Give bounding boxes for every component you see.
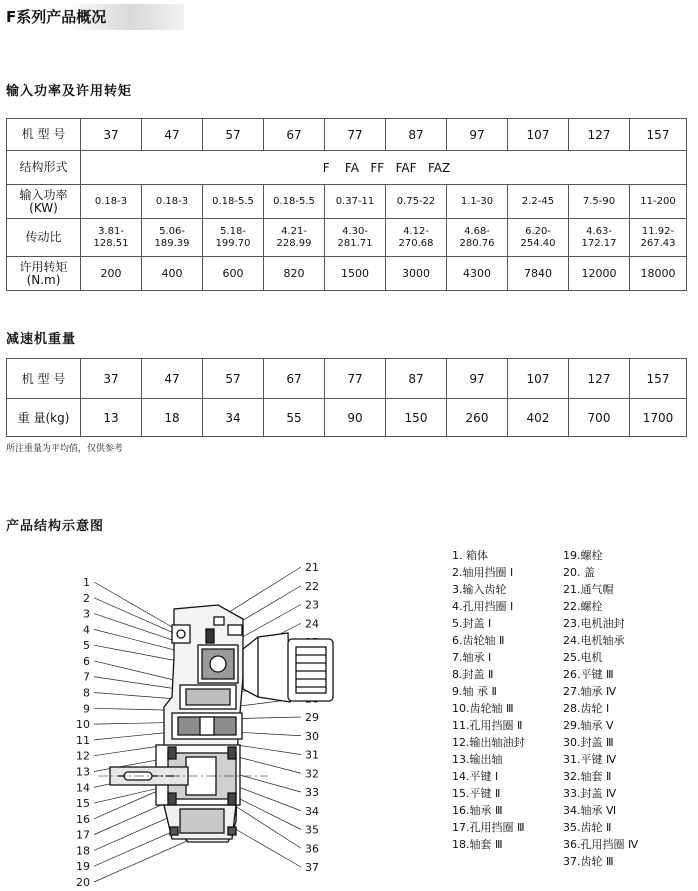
section-title-power-torque: 输入功率及许用转矩 xyxy=(6,84,133,99)
weight-table xyxy=(6,358,687,437)
callout-number: 8 xyxy=(83,686,90,700)
weight-cell: 13 xyxy=(81,399,142,437)
ratio-cell: 4.12- 270.68 xyxy=(386,219,447,257)
weight-label: 重 量(kg) xyxy=(7,399,81,437)
callout-number: 17 xyxy=(76,828,90,842)
structure-row xyxy=(7,151,687,185)
weight-cell: 260 xyxy=(447,399,508,437)
legend-item: 28.齿轮 Ⅰ xyxy=(563,702,610,715)
model-cell: 47 xyxy=(142,119,203,151)
callout-number: 36 xyxy=(305,842,319,856)
callout-number: 12 xyxy=(76,749,90,763)
ratio-cell: 5.06- 189.39 xyxy=(142,219,203,257)
legend-item: 29.轴承 Ⅴ xyxy=(563,719,614,732)
ratio-cell: 5.18- 199.70 xyxy=(203,219,264,257)
section-title-structure: 产品结构示意图 xyxy=(6,519,105,534)
weight-model-cell: 47 xyxy=(142,359,203,399)
torque-cell: 820 xyxy=(264,257,325,291)
torque-cell: 600 xyxy=(203,257,264,291)
power-cell: 7.5-90 xyxy=(569,185,630,219)
callout-number: 16 xyxy=(76,812,90,826)
callout-number: 23 xyxy=(305,598,319,612)
callout-number: 13 xyxy=(76,765,90,779)
legend-item: 7.轴承 Ⅰ xyxy=(452,651,492,664)
callout-number: 34 xyxy=(305,804,319,818)
power-cell: 0.75-22 xyxy=(386,185,447,219)
legend-item: 4.孔用挡圈 Ⅰ xyxy=(452,600,514,613)
legend-item: 9.轴 承 Ⅱ xyxy=(452,685,497,698)
callout-number: 11 xyxy=(76,733,90,747)
legend-item: 32.轴套 Ⅱ xyxy=(563,770,612,783)
torque-cell: 7840 xyxy=(508,257,569,291)
model-cell: 77 xyxy=(325,119,386,151)
callout-number: 15 xyxy=(76,797,90,811)
power-unit-text: (KW) xyxy=(29,200,58,215)
legend-item: 26.平键 Ⅲ xyxy=(563,668,614,681)
torque-cell: 18000 xyxy=(630,257,687,291)
model-cell: 87 xyxy=(386,119,447,151)
leader-line xyxy=(94,582,172,627)
gearbox-diagram xyxy=(68,557,338,889)
power-cell: 2.2-45 xyxy=(508,185,569,219)
weight-model-cell: 127 xyxy=(569,359,630,399)
model-cell: 157 xyxy=(630,119,687,151)
legend-item: 2.轴用挡圈 Ⅰ xyxy=(452,566,514,579)
ratio-cell: 4.21- 228.99 xyxy=(264,219,325,257)
power-cell: 0.18-3 xyxy=(81,185,142,219)
weight-note: 所注重量为平均值，仅供参考 xyxy=(6,444,124,454)
legend-item: 18.轴套 Ⅲ xyxy=(452,838,503,851)
callout-number: 20 xyxy=(76,876,90,889)
callout-number: 7 xyxy=(83,670,90,684)
leader-line xyxy=(236,757,301,774)
legend-item: 21.通气帽 xyxy=(563,583,614,596)
legend-item: 14.平键 Ⅰ xyxy=(452,770,499,783)
legend-item: 25.电机 xyxy=(563,651,603,664)
model-cell: 67 xyxy=(264,119,325,151)
weight-cell: 150 xyxy=(386,399,447,437)
callout-number: 4 xyxy=(83,623,90,637)
legend-item: 35.齿轮 Ⅱ xyxy=(563,821,612,834)
legend-item: 37.齿轮 Ⅲ xyxy=(563,855,614,868)
weight-model-cell: 107 xyxy=(508,359,569,399)
ratio-cell: 6.20- 254.40 xyxy=(508,219,569,257)
callout-number: 2 xyxy=(83,591,90,605)
legend-item: 30.封盖 Ⅲ xyxy=(563,736,614,749)
ratio-cell: 4.68- 280.76 xyxy=(447,219,508,257)
torque-cell: 3000 xyxy=(386,257,447,291)
legend-item: 17.孔用挡圈 Ⅲ xyxy=(452,821,525,834)
legend-item: 23.电机油封 xyxy=(563,617,625,630)
weight-model-cell: 37 xyxy=(81,359,142,399)
power-cell: 0.37-11 xyxy=(325,185,386,219)
callout-number: 29 xyxy=(305,711,319,724)
model-row xyxy=(7,119,687,151)
legend-item: 8.封盖 Ⅱ xyxy=(452,668,494,681)
torque-label-text: 许用转矩 xyxy=(19,259,68,274)
legend-item: 27.轴承 Ⅳ xyxy=(563,685,617,698)
weight-model-cell: 67 xyxy=(264,359,325,399)
legend-item: 1. 箱体 xyxy=(452,549,488,562)
callout-number: 32 xyxy=(305,767,319,781)
section-title-weight: 减速机重量 xyxy=(6,332,77,347)
leader-line xyxy=(94,598,184,638)
weight-cell: 90 xyxy=(325,399,386,437)
weight-cell: 700 xyxy=(569,399,630,437)
structure-value: F FA FF FAF FAZ xyxy=(81,151,687,185)
ratio-cell: 4.63- 172.17 xyxy=(569,219,630,257)
torque-label xyxy=(7,257,81,291)
callout-number: 35 xyxy=(305,823,319,837)
legend-item: 22.螺栓 xyxy=(563,600,603,613)
power-cell: 0.18-5.5 xyxy=(203,185,264,219)
legend-item: 15.平键 Ⅱ xyxy=(452,787,501,800)
model-cell: 57 xyxy=(203,119,264,151)
legend-item: 12.输出轴油封 xyxy=(452,736,525,749)
callout-number: 1 xyxy=(83,576,90,589)
weight-row xyxy=(7,399,687,437)
callout-number: 6 xyxy=(83,654,90,668)
legend-item: 20. 盖 xyxy=(563,566,595,579)
callout-number: 24 xyxy=(305,617,319,631)
torque-cell: 12000 xyxy=(569,257,630,291)
torque-cell: 1500 xyxy=(325,257,386,291)
legend-item: 36.孔用挡圈 Ⅳ xyxy=(563,838,639,851)
legend-item: 5.封盖 Ⅰ xyxy=(452,617,492,630)
power-cell: 11-200 xyxy=(630,185,687,219)
legend-item: 33.封盖 Ⅳ xyxy=(563,787,617,800)
page-title: F系列产品概况 xyxy=(4,4,184,30)
ratio-cell: 4.30- 281.71 xyxy=(325,219,386,257)
power-torque-table xyxy=(6,118,687,291)
callout-number: 31 xyxy=(305,748,319,762)
legend-item: 19.螺栓 xyxy=(563,549,603,562)
power-cell: 0.18-5.5 xyxy=(264,185,325,219)
model-cell: 97 xyxy=(447,119,508,151)
torque-unit-text: (N.m) xyxy=(26,272,61,287)
legend-column-2 xyxy=(563,547,638,870)
torque-cell: 4300 xyxy=(447,257,508,291)
model-cell: 127 xyxy=(569,119,630,151)
callout-number: 5 xyxy=(83,639,90,653)
weight-model-cell: 157 xyxy=(630,359,687,399)
torque-cell: 200 xyxy=(81,257,142,291)
legend-item: 10.齿轮轴 Ⅲ xyxy=(452,702,514,715)
callout-number: 14 xyxy=(76,781,90,795)
callout-number: 30 xyxy=(305,729,319,743)
legend-item: 24.电机轴承 xyxy=(563,634,625,647)
leader-line xyxy=(94,661,172,680)
weight-model-cell: 97 xyxy=(447,359,508,399)
weight-model-cell: 57 xyxy=(203,359,264,399)
power-row xyxy=(7,185,687,219)
weight-cell: 55 xyxy=(264,399,325,437)
ratio-row xyxy=(7,219,687,257)
leader-line xyxy=(236,807,301,849)
callout-number: 18 xyxy=(76,844,90,858)
callout-number: 33 xyxy=(305,786,319,799)
model-cell: 37 xyxy=(81,119,142,151)
legend-item: 6.齿轮轴 Ⅱ xyxy=(452,634,505,647)
weight-model-cell: 87 xyxy=(386,359,447,399)
power-label xyxy=(7,185,81,219)
callout-number: 37 xyxy=(305,861,319,874)
callout-number: 3 xyxy=(83,607,90,621)
model-cell: 107 xyxy=(508,119,569,151)
power-cell: 1.1-30 xyxy=(447,185,508,219)
leader-line xyxy=(94,677,184,690)
callout-number: 10 xyxy=(76,718,90,732)
power-cell: 0.18-3 xyxy=(142,185,203,219)
ratio-label: 传动比 xyxy=(7,219,81,257)
structure-label: 结构形式 xyxy=(7,151,81,185)
legend-item: 16.轴承 Ⅲ xyxy=(452,804,503,817)
legend-column-1 xyxy=(452,547,525,853)
ratio-cell: 3.81- 128.51 xyxy=(81,219,142,257)
weight-model-row xyxy=(7,359,687,399)
legend-item: 13.输出轴 xyxy=(452,753,503,766)
weight-cell: 1700 xyxy=(630,399,687,437)
callout-number: 22 xyxy=(305,579,319,593)
weight-model-label: 机 型 号 xyxy=(7,359,81,399)
callout-number: 9 xyxy=(83,702,90,716)
weight-cell: 402 xyxy=(508,399,569,437)
leader-line xyxy=(94,732,172,740)
callout-number: 21 xyxy=(305,561,319,574)
model-label: 机 型 号 xyxy=(7,119,81,151)
weight-cell: 34 xyxy=(203,399,264,437)
legend-item: 3.输入齿轮 xyxy=(452,583,507,596)
weight-cell: 18 xyxy=(142,399,203,437)
ratio-cell: 11.92- 267.43 xyxy=(630,219,687,257)
callout-number: 19 xyxy=(76,860,90,874)
weight-model-cell: 77 xyxy=(325,359,386,399)
torque-row xyxy=(7,257,687,291)
legend-item: 31.平键 Ⅳ xyxy=(563,753,617,766)
torque-cell: 400 xyxy=(142,257,203,291)
legend-item: 34.轴承 Ⅵ xyxy=(563,804,617,817)
power-label-text: 输入功率 xyxy=(19,187,68,202)
legend-item: 11.孔用挡圈 Ⅱ xyxy=(452,719,523,732)
